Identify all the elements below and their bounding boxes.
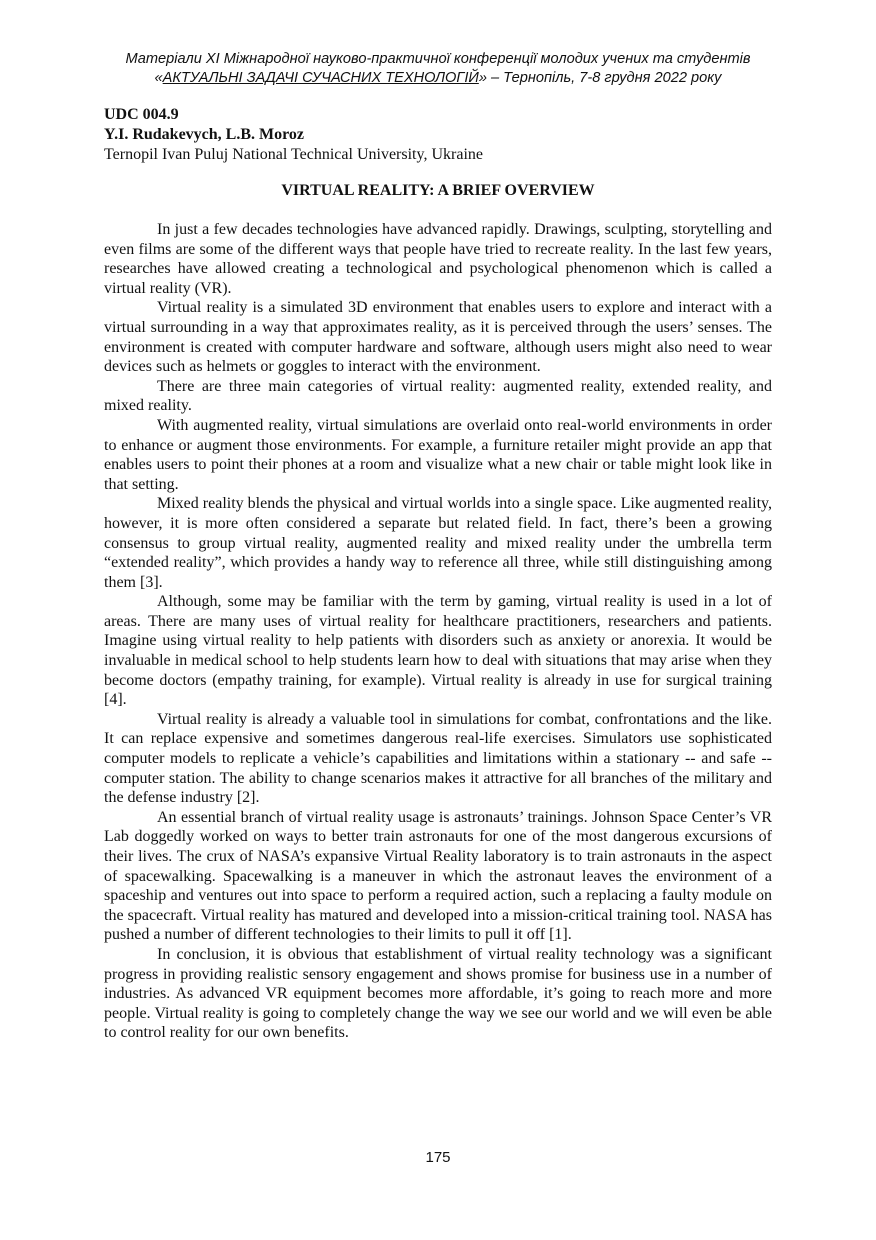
paragraph: With augmented reality, virtual simulations are overlaid onto real-world environments in order to enhance or augment those environments. For example, a furniture retailer might provide an app that enables users to point their phones at a room and visualize what a new chair or table might look like in that setting. bbox=[104, 416, 772, 493]
paragraph: An essential branch of virtual reality usage is astronauts’ trainings. Johnson Space Center’s VR Lab doggedly worked on ways to better train astronauts for one of the most dangerous excursions of their lives. The crux of NASA’s expansive Virtual Reality laboratory is to train astronauts in the aspect of spacewalking. Spacewalking is a maneuver in which the astronaut leaves the environment of a spaceship and ventures out into space to perform a required action, such a replacing a faulty module on the spacecraft. Virtual reality has matured and developed into a mission-critical training tool. NASA has pushed a number of different technologies to their limits to pull it off [1]. bbox=[104, 808, 772, 944]
paragraph: Virtual reality is already a valuable tool in simulations for combat, confrontations and the like. It can replace expensive and sometimes dangerous real-life exercises. Simulators use sophisticated computer models to replicate a vehicle’s capabilities and limitations within a stationary -- and safe -- computer station. The ability to change scenarios makes it attractive for all branches of the military and the defense industry [2]. bbox=[104, 710, 772, 807]
paragraph: Although, some may be familiar with the term by gaming, virtual reality is used in a lot of areas. There are many uses of virtual reality for healthcare practitioners, researchers and patients. Imagine using virtual reality to help patients with disorders such as anxiety or anorexia. It would be invaluable in medical school to help students learn how to deal with situations that may arise when they become doctors (empathy training, for example). Virtual reality is already in use for surgical training [4]. bbox=[104, 593, 772, 709]
article-body bbox=[104, 220, 772, 1043]
open-quote: « bbox=[154, 70, 163, 86]
paragraph: In just a few decades technologies have advanced rapidly. Drawings, sculpting, storytelling and even films are some of the different ways that people have tried to recreate reality. In the last few years, researches have allowed creating a technological and psychological phenomenon which is called a virtual reality (VR). bbox=[104, 221, 772, 297]
paragraph: There are three main categories of virtual reality: augmented reality, extended reality, and mixed reality. bbox=[104, 377, 772, 415]
paragraph: Mixed reality blends the physical and virtual worlds into a single space. Like augmented reality, however, it is more often considered a separate but related field. In fact, there’s been a growing consensus to group virtual reality, augmented reality and mixed reality under the umbrella term “extended reality”, which provides a handy way to reference all three, while still distinguishing among them [3]. bbox=[104, 495, 772, 591]
paragraph: In conclusion, it is obvious that establishment of virtual reality technology was a significant progress in providing realistic sensory engagement and shows promise for business use in a number of industries. As advanced VR equipment becomes more affordable, it’s going to reach more and more people. Virtual reality is going to completely change the way we see our world and we will even be able to control reality for our own benefits. bbox=[104, 945, 772, 1042]
page-number: 175 bbox=[425, 1149, 451, 1166]
article-meta bbox=[104, 105, 784, 165]
authors: Y.I. Rudakevych, L.B. Moroz bbox=[104, 126, 305, 143]
conference-name: АКТУАЛЬНІ ЗАДАЧІ СУЧАСНИХ ТЕХНОЛОГІЙ bbox=[162, 70, 479, 86]
article-title: VIRTUAL REALITY: A BRIEF OVERVIEW bbox=[281, 182, 595, 199]
paragraph: Virtual reality is a simulated 3D environment that enables users to explore and interact with a virtual surrounding in a way that approximates reality, as it is perceived through the users’ senses. The environment is created with computer hardware and software, although users might also need to wear devices such as helmets or goggles to interact with the environment. bbox=[104, 299, 772, 376]
conference-title-line bbox=[60, 69, 816, 88]
running-header bbox=[60, 50, 816, 88]
udc-code: UDC 004.9 bbox=[104, 106, 179, 123]
affiliation: Ternopil Ivan Puluj National Technical University, Ukraine bbox=[104, 146, 483, 163]
conference-place-date: » – Тернопіль, 7-8 грудня 2022 року bbox=[478, 70, 722, 86]
conference-proceedings-line: Матеріали XI Міжнародної науково-практичної конференції молодих учених та студентів bbox=[125, 51, 751, 67]
